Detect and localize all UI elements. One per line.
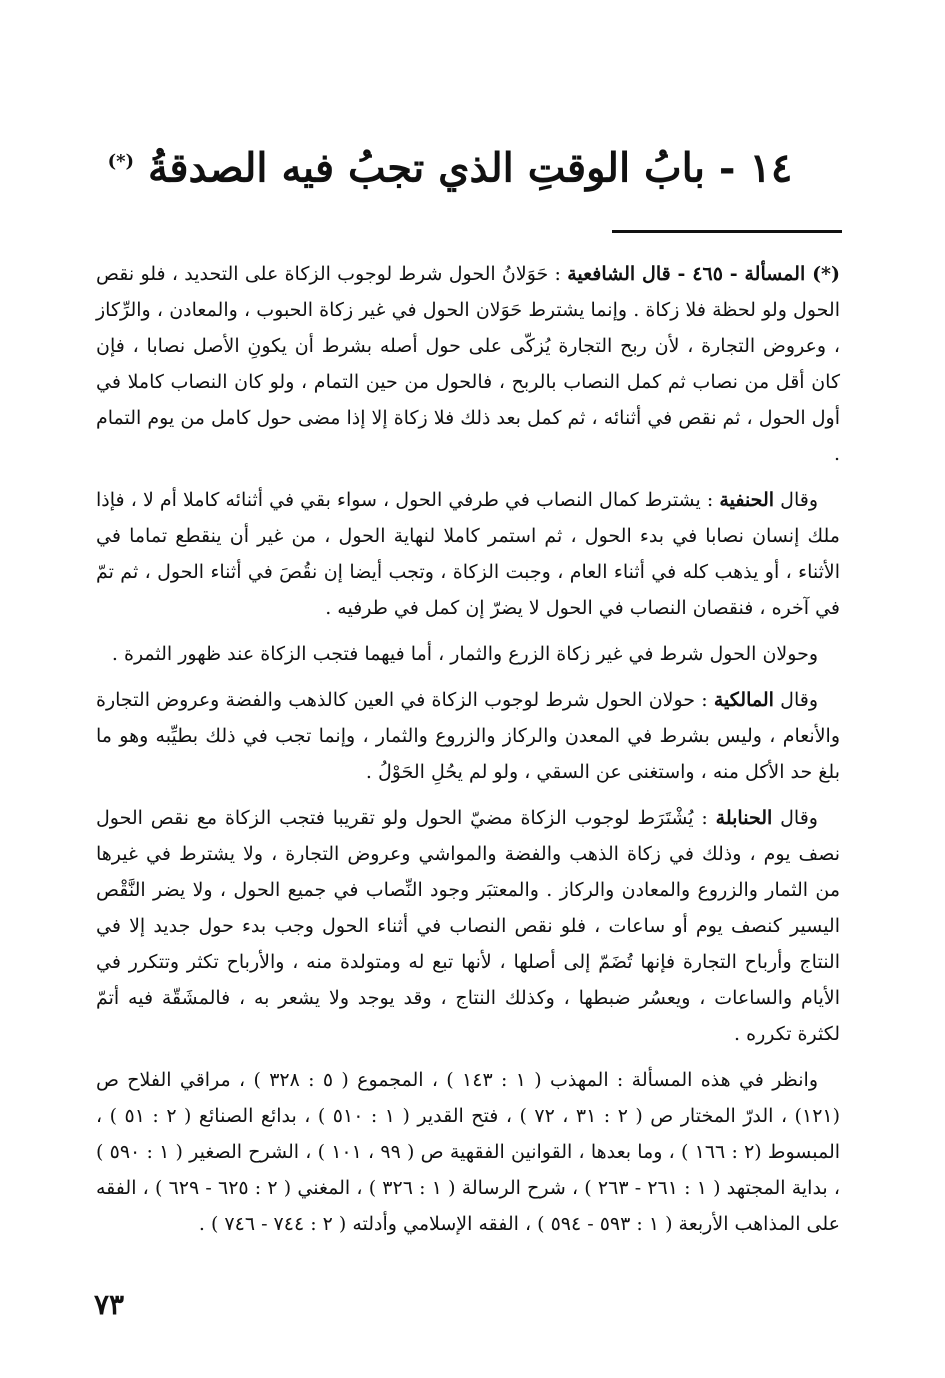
paragraph-text: : حَوَلانُ الحول شرط لوجوب الزكاة على التحديد ، فلو نقص الحول ولو لحظة فلا زكاة . وإنما يشترط حَوَلان الحول في غير زكاة الحبوب ، والمعادن ، والرِّكاز ، وعروض التجارة ، لأن ربح التجارة يُزكّى على حول أصله بشرط أن يكونِ الأصل نصابا ، فإن كان أقل من نصاب ثم كمل النصاب بالربح ، فالحول من حين التمام ، ولو كان النصاب كاملا في أول الحول ، ثم نقص في أثنائه ، ثم كمل بعد ذلك فلا زكاة إلا إذا مضى حول كامل من يوم التمام . bbox=[96, 263, 840, 465]
paragraph-text: وانظر في هذه المسألة : المهذب ( ١ : ١٤٣ ) ، المجموع ( ٥ : ٣٢٨ ) ، مراقي الفلاح ص (١٢١) ، الدرّ المختار ص ( ٢ : ٣١ ، ٧٢ ) ، فتح القدير ( ١ : ٥١٠ ) ، بدائع الصنائع ( ٢ : ٥١ ) ، المبسوط (٢ : ١٦٦ ) ، وما بعدها ، القوانين الفقهية ص ( ٩٩ ، ١٠١ ) ، الشرح الصغير ( ١ : ٥٩٠ ) ، بداية المجتهد ( ١ : ٢٦١ - ٢٦٣ ) ، شرح الرسالة ( ١ : ٣٢٦ ) ، المغني ( ٢ : ٦٢٥ - ٦٢٩ ) ، الفقه على المذاهب الأربعة ( ١ : ٥٩٣ - ٥٩٤ ) ، الفقه الإسلامي وأدلته ( ٢ : ٧٤٤ - ٧٤٦ ) . bbox=[96, 1069, 841, 1235]
chapter-title-text: ١٤ - بابُ الوقتِ الذي تجبُ فيه الصدقةُ bbox=[147, 144, 793, 192]
footnote-separator bbox=[612, 230, 842, 233]
paragraph-crops bbox=[96, 636, 840, 672]
paragraph-hanafi bbox=[96, 482, 840, 626]
chapter-title bbox=[100, 132, 800, 198]
school-name: الحنابلة bbox=[715, 807, 773, 829]
paragraph-prefix: وقال bbox=[780, 689, 818, 711]
paragraph-shafii bbox=[96, 256, 840, 472]
paragraph-references bbox=[96, 1062, 840, 1242]
footnote-marker: (*) bbox=[107, 151, 135, 172]
school-name: الحنفية bbox=[719, 489, 775, 511]
page-number: ٧٣ bbox=[94, 1288, 125, 1321]
school-name: المالكية bbox=[713, 689, 774, 711]
paragraph-prefix: وقال bbox=[780, 489, 818, 511]
paragraph-hanbali bbox=[96, 800, 840, 1052]
issue-heading: (*) المسألة - ٤٦٥ - قال الشافعية bbox=[567, 263, 840, 285]
footnote-body bbox=[96, 256, 840, 1252]
paragraph-text: : يشترط كمال النصاب في طرفي الحول ، سواء بقي في أثنائه كاملا أم لا ، فإذا ملك إنسان نصابا في بدء الحول ، ثم استمر كاملا لنهاية الحول ، من غير أن ينقطع تماما في الأثناء ، أو يذهب كله في أثناء العام ، وجبت الزكاة ، وتجب أيضا إن نقُصَ في أثناء الحول ، ثم تمّ في آخره ، فنقصان النصاب في الحول لا يضرّ إن كمل في طرفيه . bbox=[96, 489, 840, 619]
paragraph-text: : يُشْتَرَط لوجوب الزكاة مضيّ الحول ولو تقريبا فتجب الزكاة مع نقص الحول نصف يوم ، وذلك في زكاة الذهب والفضة والمواشي وعروض التجارة ، ولا يشترط في غيرها من الثمار والزروع والمعادن والركاز . والمعتبَر وجود النِّصاب في جميع الحول ، ولا يضر النَّقْص اليسير كنصف يوم أو ساعات ، فلو نقص النصاب في أثناء الحول وجب بدء حول جديد إلا في النتاج وأرباح التجارة فإنها تُضَمّ إلى أصلها ، لأنها تبع له ومتولدة منه ، والأرباح تكثر وتتكرر في الأيام والساعات ، ويعسُر ضبطها ، وكذلك النتاج ، وقد يوجد ولا يشعر به ، فالمشَقّة فيه أتمّ لكثرة تكرره . bbox=[96, 807, 840, 1045]
paragraph-text: وحولان الحول شرط في غير زكاة الزرع والثمار ، أما فيهما فتجب الزكاة عند ظهور الثمرة . bbox=[111, 643, 818, 665]
paragraph-prefix: وقال bbox=[780, 807, 818, 829]
paragraph-maliki bbox=[96, 682, 840, 790]
paragraph-text: : حولان الحول شرط لوجوب الزكاة في العين كالذهب والفضة وعروض التجارة والأنعام ، وليس بشرط في المعدن والركاز والزروع والثمار ، وإنما تجب في ذلك بطيِّبه وهو ما بلغ حد الأكل منه ، واستغنى عن السقي ، ولو لم يحُلِ الحَوْلُ . bbox=[96, 689, 840, 783]
